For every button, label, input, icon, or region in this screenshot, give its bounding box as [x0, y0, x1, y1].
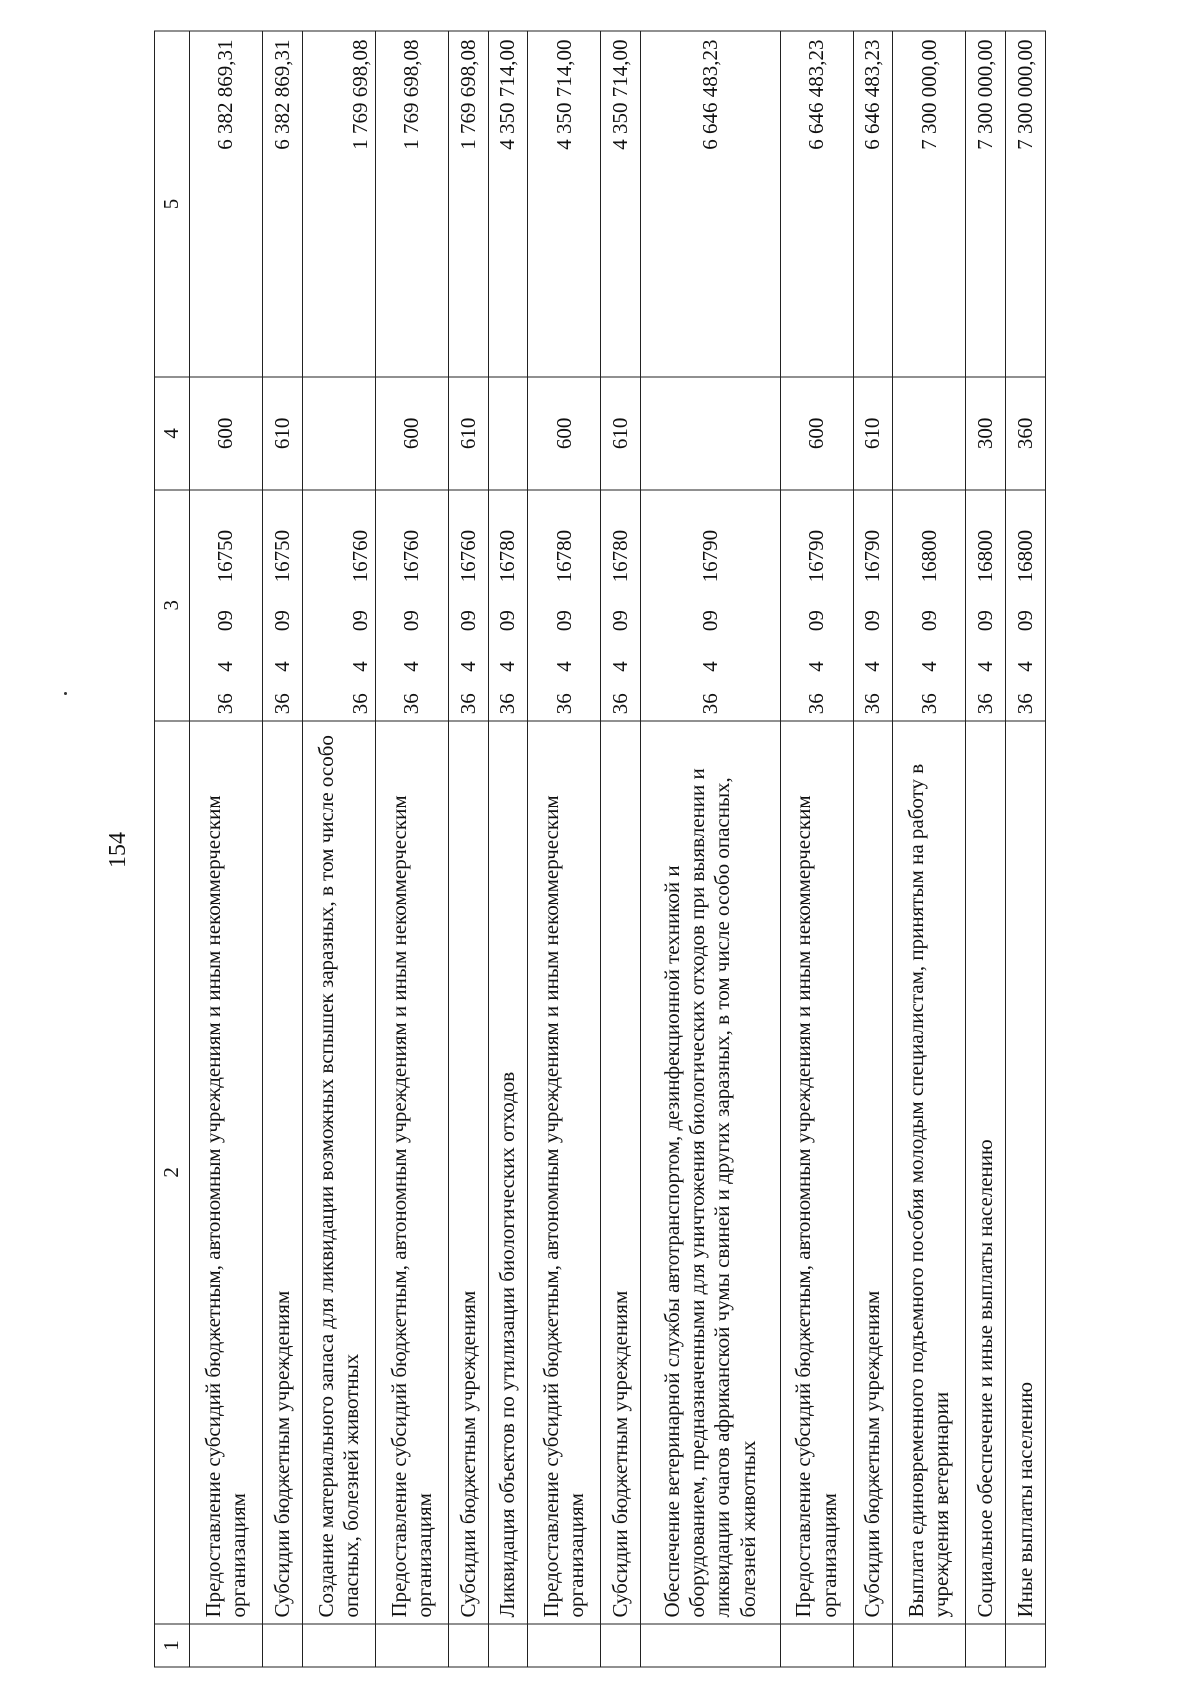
- code-target: 16790: [853, 490, 893, 589]
- row-description: Предоставление субсидий бюджетным, автономным учреждениям и иным некоммерческим организациям: [528, 721, 601, 1624]
- row-number-cell: [375, 1624, 448, 1667]
- code-subprogram: 4: [1006, 637, 1046, 678]
- table-row: [528, 31, 601, 1667]
- row-description: Предоставление субсидий бюджетным, автономным учреждениям и иным некоммерческим организациям: [190, 721, 263, 1624]
- code-target: 16750: [190, 490, 263, 589]
- budget-table-container: [154, 31, 1046, 1668]
- amount-value: 7 300 000,00: [1006, 31, 1046, 377]
- code-subprogram: 4: [448, 637, 488, 678]
- code-target: 16800: [966, 490, 1006, 589]
- row-number-cell: [528, 1624, 601, 1667]
- row-number-cell: [448, 1624, 488, 1667]
- page-number: 154: [105, 832, 131, 868]
- table-row: [780, 31, 853, 1667]
- code-subprogram: 4: [780, 637, 853, 678]
- expense-type-code: 600: [780, 377, 853, 490]
- scan-speck: [64, 692, 67, 695]
- code-subprogram: 4: [601, 637, 641, 678]
- expense-type-code: 600: [375, 377, 448, 490]
- code-program: 36: [853, 678, 893, 721]
- expense-type-code: 600: [190, 377, 263, 490]
- table-row: [263, 31, 303, 1667]
- row-description: Предоставление субсидий бюджетным, автономным учреждениям и иным некоммерческим организациям: [375, 721, 448, 1624]
- amount-value: 6 646 483,23: [853, 31, 893, 377]
- table-row: [488, 31, 528, 1667]
- code-direction: 09: [448, 588, 488, 637]
- row-number-cell: [853, 1624, 893, 1667]
- row-number-cell: [263, 1624, 303, 1667]
- row-number-cell: [893, 1624, 966, 1667]
- row-number-cell: [780, 1624, 853, 1667]
- code-target: 16780: [601, 490, 641, 589]
- code-target: 16790: [641, 490, 780, 589]
- expense-type-code: 300: [966, 377, 1006, 490]
- row-description: Ликвидация объектов по утилизации биологических отходов: [488, 721, 528, 1624]
- code-program: 36: [302, 678, 375, 721]
- table-row: [641, 31, 780, 1667]
- amount-value: 1 769 698,08: [302, 31, 375, 377]
- table-row: [853, 31, 893, 1667]
- code-program: 36: [641, 678, 780, 721]
- amount-value: 6 646 483,23: [780, 31, 853, 377]
- header-row: [155, 31, 190, 1667]
- code-subprogram: 4: [190, 637, 263, 678]
- row-number-cell: [1006, 1624, 1046, 1667]
- row-description: Предоставление субсидий бюджетным, автономным учреждениям и иным некоммерческим организациям: [780, 721, 853, 1624]
- code-direction: 09: [853, 588, 893, 637]
- code-program: 36: [528, 678, 601, 721]
- code-subprogram: 4: [263, 637, 303, 678]
- row-number-cell: [302, 1624, 375, 1667]
- code-program: 36: [375, 678, 448, 721]
- code-direction: 09: [893, 588, 966, 637]
- row-description: Субсидии бюджетным учреждениям: [263, 721, 303, 1624]
- expense-type-code: 360: [1006, 377, 1046, 490]
- code-subprogram: 4: [641, 637, 780, 678]
- row-description: Создание материального запаса для ликвидации возможных вспышек заразных, в том числе особо опасных, болезней животных: [302, 721, 375, 1624]
- code-direction: 09: [488, 588, 528, 637]
- table-body: [190, 31, 1046, 1667]
- expense-type-code: 610: [601, 377, 641, 490]
- amount-value: 4 350 714,00: [601, 31, 641, 377]
- header-col-4: 4: [155, 377, 190, 490]
- table-row: [190, 31, 263, 1667]
- code-direction: 09: [528, 588, 601, 637]
- code-program: 36: [893, 678, 966, 721]
- header-col-5: 5: [155, 31, 190, 377]
- code-direction: 09: [1006, 588, 1046, 637]
- code-target: 16760: [375, 490, 448, 589]
- table-row: [375, 31, 448, 1667]
- code-direction: 09: [263, 588, 303, 637]
- code-subprogram: 4: [893, 637, 966, 678]
- table-row: [893, 31, 966, 1667]
- code-program: 36: [448, 678, 488, 721]
- row-description: Субсидии бюджетным учреждениям: [853, 721, 893, 1624]
- amount-value: 4 350 714,00: [488, 31, 528, 377]
- code-target: 16760: [302, 490, 375, 589]
- code-program: 36: [601, 678, 641, 721]
- amount-value: 6 382 869,31: [263, 31, 303, 377]
- expense-type-code: [893, 377, 966, 490]
- code-direction: 09: [375, 588, 448, 637]
- row-number-cell: [601, 1624, 641, 1667]
- code-program: 36: [966, 678, 1006, 721]
- amount-value: 4 350 714,00: [528, 31, 601, 377]
- amount-value: 6 646 483,23: [641, 31, 780, 377]
- table-row: [1006, 31, 1046, 1667]
- code-direction: 09: [302, 588, 375, 637]
- code-program: 36: [190, 678, 263, 721]
- row-description: Социальное обеспечение и иные выплаты населению: [966, 721, 1006, 1624]
- row-description: Субсидии бюджетным учреждениям: [601, 721, 641, 1624]
- code-target: 16790: [780, 490, 853, 589]
- table-row: [966, 31, 1006, 1667]
- amount-value: 6 382 869,31: [190, 31, 263, 377]
- table-row: [601, 31, 641, 1667]
- expense-type-code: 610: [853, 377, 893, 490]
- row-description: Иные выплаты населению: [1006, 721, 1046, 1624]
- code-target: 16800: [1006, 490, 1046, 589]
- code-target: 16750: [263, 490, 303, 589]
- expense-type-code: [641, 377, 780, 490]
- header-col-3: 3: [155, 490, 190, 721]
- code-target: 16780: [488, 490, 528, 589]
- code-program: 36: [780, 678, 853, 721]
- code-subprogram: 4: [302, 637, 375, 678]
- expense-type-code: [302, 377, 375, 490]
- row-number-cell: [488, 1624, 528, 1667]
- row-number-cell: [190, 1624, 263, 1667]
- expense-type-code: [488, 377, 528, 490]
- table-row: [448, 31, 488, 1667]
- code-direction: 09: [601, 588, 641, 637]
- amount-value: 7 300 000,00: [966, 31, 1006, 377]
- code-target: 16800: [893, 490, 966, 589]
- table-row: [302, 31, 375, 1667]
- expense-type-code: 600: [528, 377, 601, 490]
- expense-type-code: 610: [263, 377, 303, 490]
- expense-type-code: 610: [448, 377, 488, 490]
- code-target: 16760: [448, 490, 488, 589]
- amount-value: 1 769 698,08: [375, 31, 448, 377]
- header-col-1: 1: [155, 1624, 190, 1667]
- code-direction: 09: [780, 588, 853, 637]
- row-number-cell: [641, 1624, 780, 1667]
- code-program: 36: [263, 678, 303, 721]
- budget-table: [154, 31, 1046, 1668]
- row-description: Субсидии бюджетным учреждениям: [448, 721, 488, 1624]
- code-subprogram: 4: [488, 637, 528, 678]
- code-subprogram: 4: [853, 637, 893, 678]
- code-program: 36: [488, 678, 528, 721]
- code-direction: 09: [966, 588, 1006, 637]
- code-direction: 09: [190, 588, 263, 637]
- code-program: 36: [1006, 678, 1046, 721]
- code-direction: 09: [641, 588, 780, 637]
- row-description: Обеспечение ветеринарной службы автотранспортом, дезинфекционной техникой и оборудованием, предназначенными для уничтожения биологических отходов при выявлении и ликвидации очагов африканской чумы свиней и других заразных, в том числе особо опасных, болезней животных: [641, 721, 780, 1624]
- code-subprogram: 4: [375, 637, 448, 678]
- header-col-2: 2: [155, 721, 190, 1624]
- amount-value: 7 300 000,00: [893, 31, 966, 377]
- row-number-cell: [966, 1624, 1006, 1667]
- code-subprogram: 4: [966, 637, 1006, 678]
- amount-value: 1 769 698,08: [448, 31, 488, 377]
- row-description: Выплата единовременного подъемного пособия молодым специалистам, принятым на работу в учреждения ветеринарии: [893, 721, 966, 1624]
- code-target: 16780: [528, 490, 601, 589]
- code-subprogram: 4: [528, 637, 601, 678]
